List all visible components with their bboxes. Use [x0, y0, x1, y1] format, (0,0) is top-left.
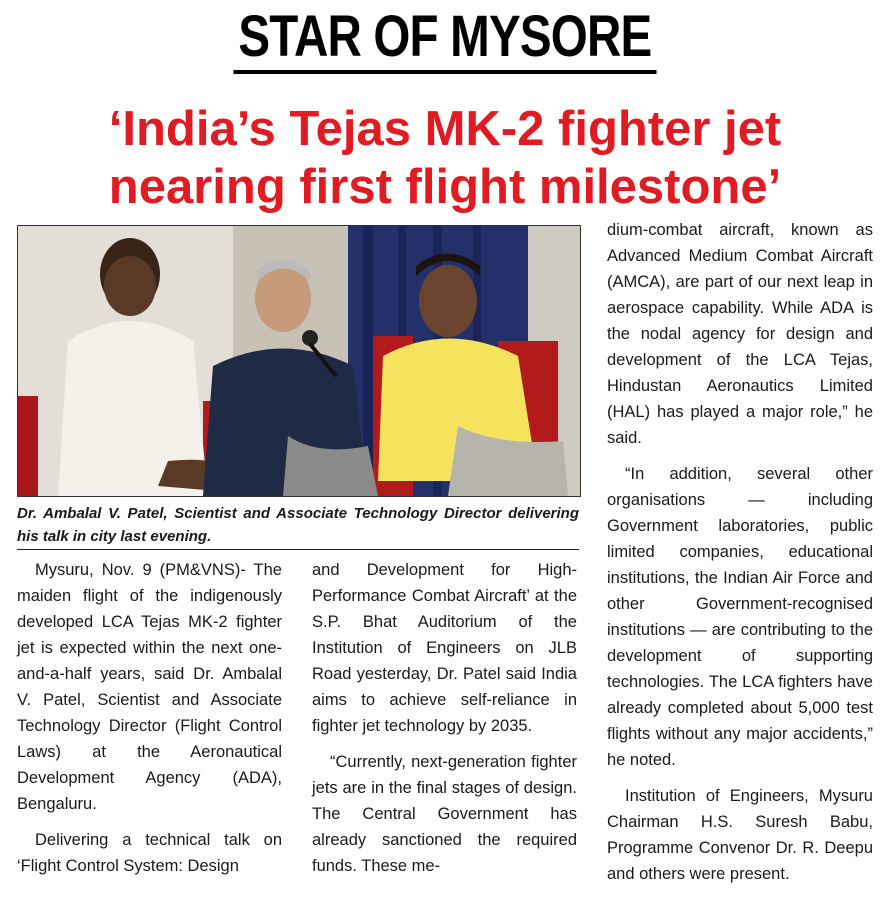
photo-caption: Dr. Ambalal V. Patel, Scientist and Associate Technology Director delivering his talk in city last evening. — [17, 505, 579, 545]
article-paragraph: Institution of Engineers, Mysuru Chairman H.S. Suresh Babu, Programme Convenor Dr. R. Deepu and others were present. — [607, 787, 873, 883]
headline-line-2: nearing first flight milestone’ — [108, 160, 782, 214]
headline-line-1: ‘India’s Tejas MK-2 fighter jet — [108, 102, 782, 156]
article-paragraph: “In addition, several other organisations — including Government laboratories, public limited companies, educational institutions, the Indian Air Force and other Government-recognised institutions — are contributing to the development of supporting technologies. The LCA fighters have already completed about 5,000 test flights without any major accidents,” he noted. — [607, 465, 873, 769]
headline — [0, 100, 890, 216]
article-paragraph: Mysuru, Nov. 9 (PM&VNS)- The maiden flight of the indigenously developed LCA Tejas MK-2 fighter jet is expected within the next one-and-a-half years, said Dr. Ambalal V. Patel, Scientist and Associate Technology Director (Flight Control Laws) at the Aeronautical Development Agency (ADA), Bengaluru. — [17, 561, 282, 813]
article-column-3 — [607, 217, 873, 887]
article-column-1 — [17, 557, 282, 879]
masthead-title: STAR OF MYSORE — [234, 4, 657, 74]
caption-divider — [17, 549, 579, 550]
masthead — [0, 4, 890, 74]
news-photo-illustration — [18, 226, 580, 496]
article-paragraph: and Development for High-Performance Combat Aircraft’ at the S.P. Bhat Auditorium of the Institution of Engineers on JLB Road yesterday, Dr. Patel said India aims to achieve self-reliance in fighter jet technology by 2035. — [312, 561, 577, 735]
article-paragraph: dium-combat aircraft, known as Advanced Medium Combat Aircraft (AMCA), are part of our next leap in aerospace capability. While ADA is the nodal agency for design and development of the LCA Tejas, Hindustan Aeronautics Limited (HAL) has played a major role,” he said. — [607, 221, 873, 447]
article-paragraph: Delivering a technical talk on ‘Flight Control System: Design — [17, 831, 282, 875]
news-photo — [17, 225, 581, 497]
article-column-2 — [312, 557, 577, 879]
article-paragraph: “Currently, next-generation fighter jets are in the final stages of design. The Central Government has already sanctioned the required funds. These me- — [312, 753, 577, 875]
